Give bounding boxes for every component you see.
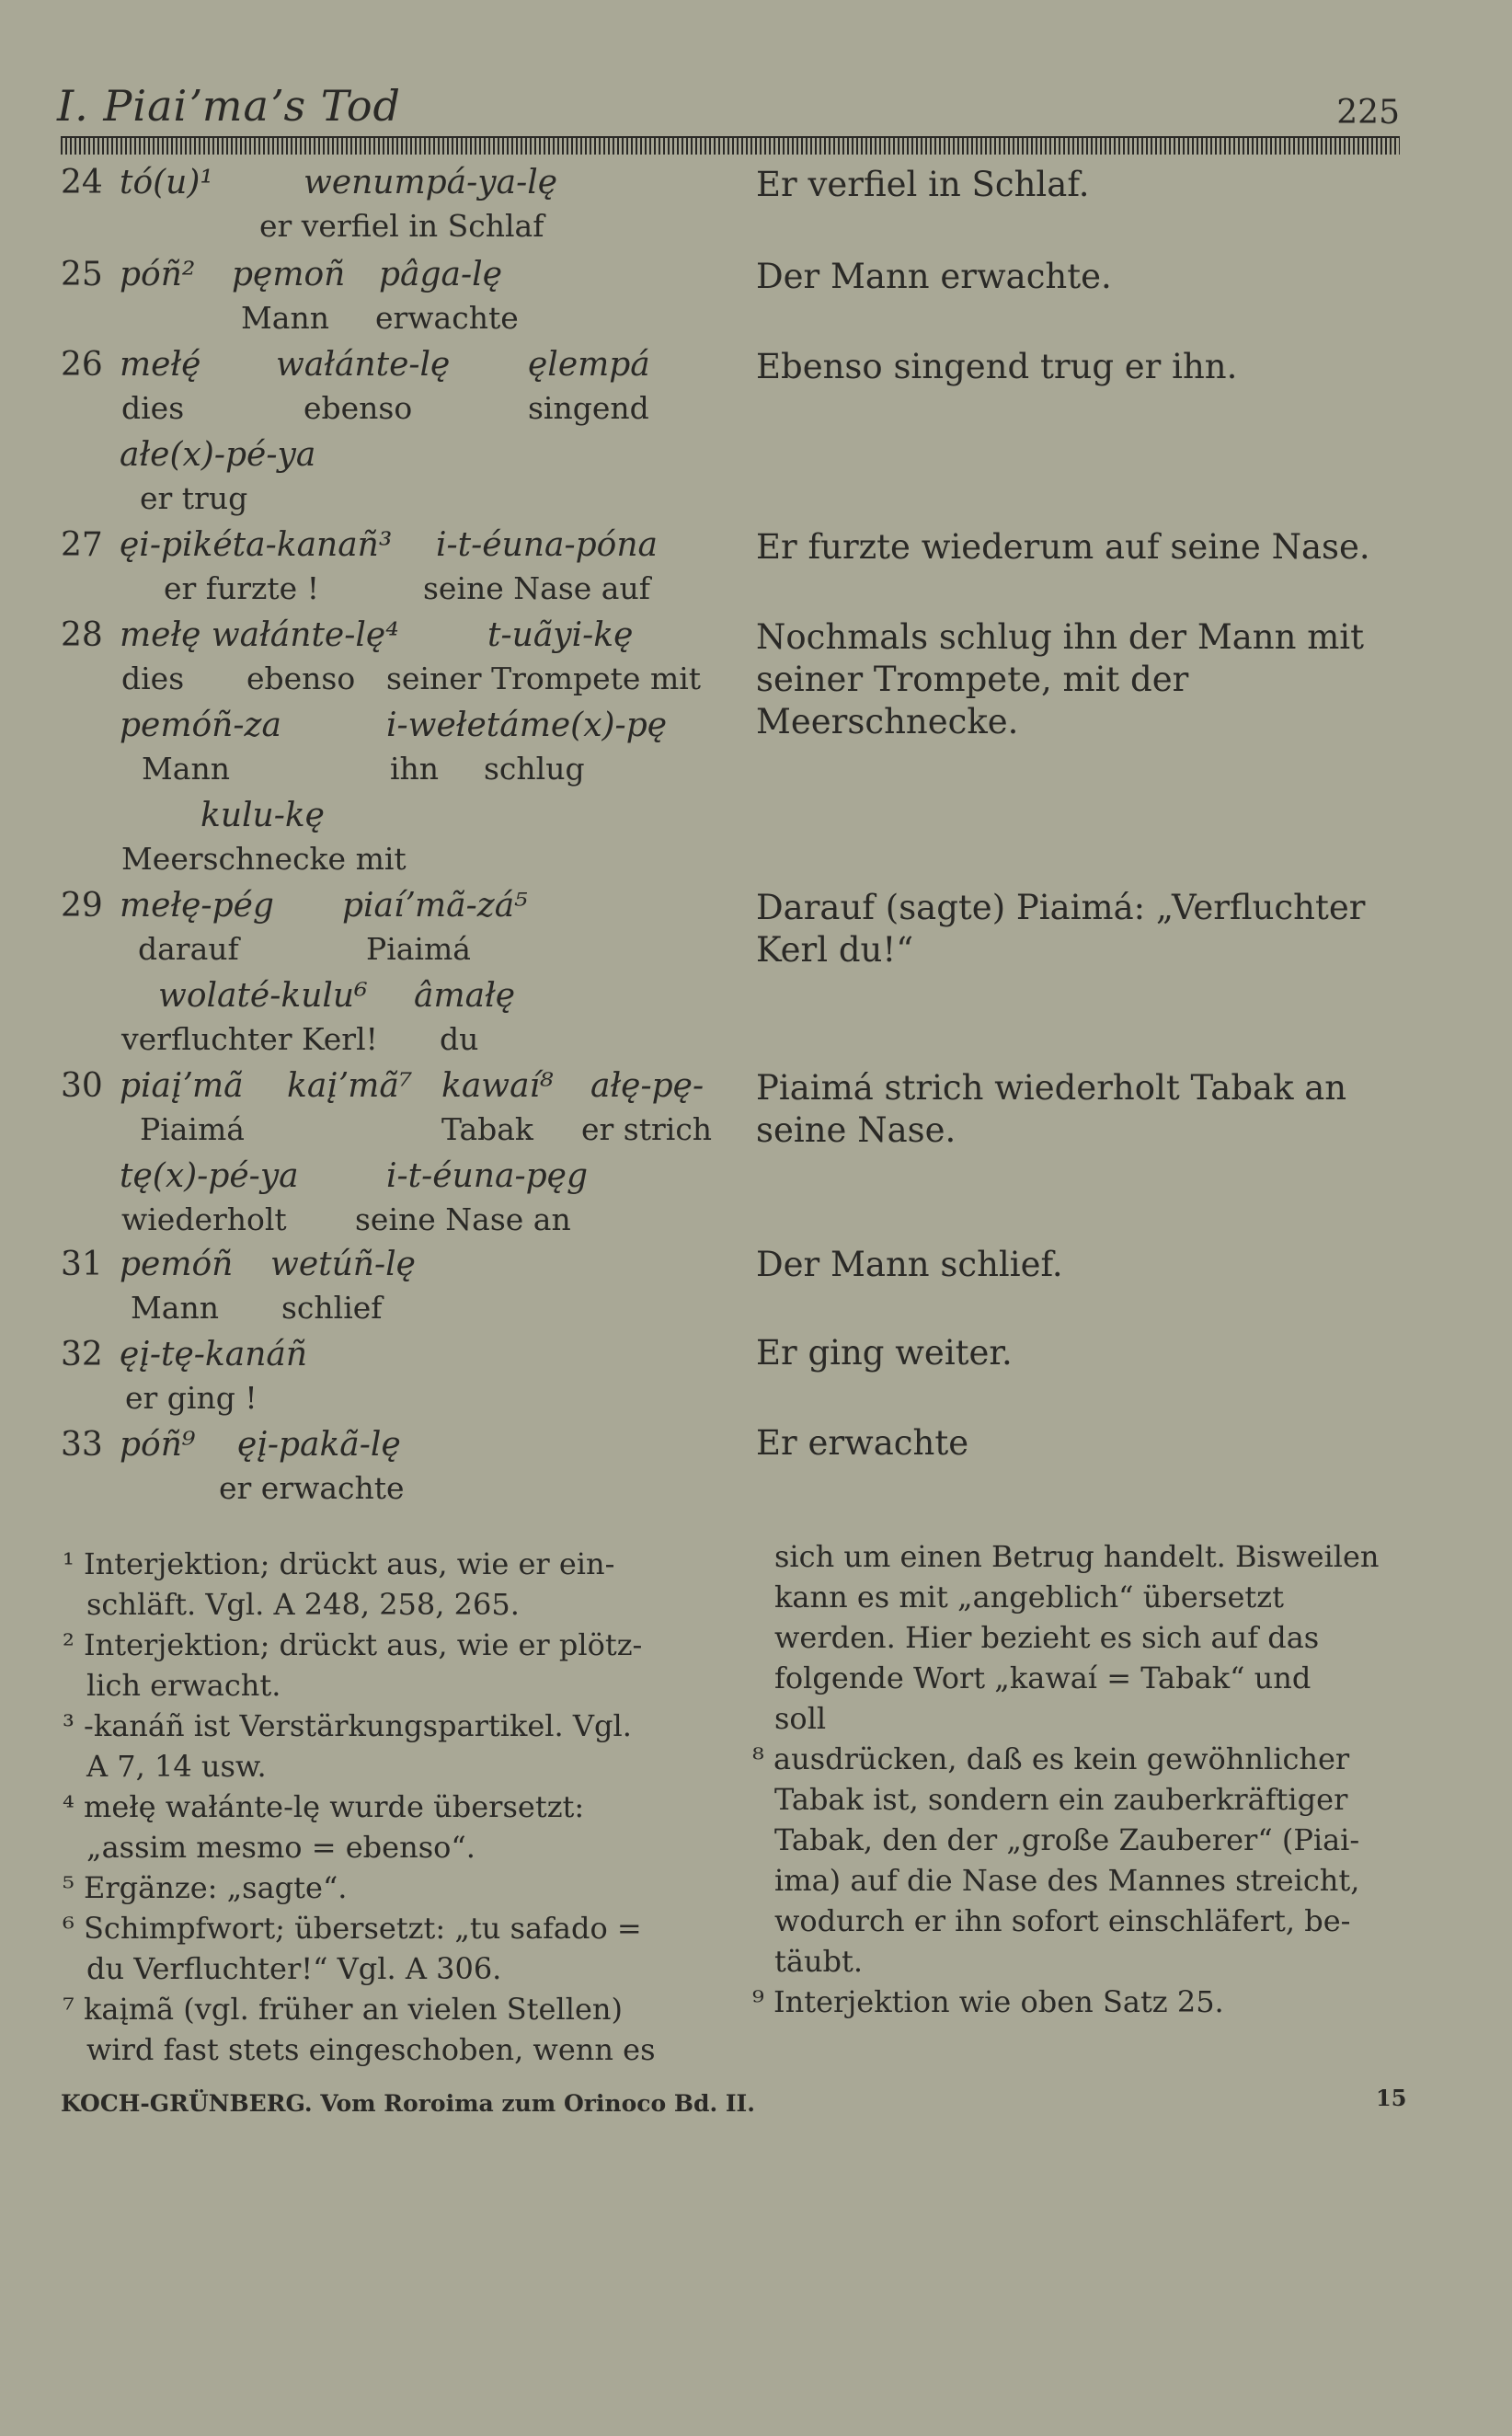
source-word: wolaté-kulu⁶ [158,977,368,1015]
gloss: schlug [484,751,585,787]
gloss: seiner Trompete mit [386,661,702,696]
footnote-line: ⁹ Interjektion wie oben Satz 25. [752,1984,1224,2019]
line-number: 29 [61,887,103,925]
running-header [57,81,1400,136]
line-number: 33 [61,1426,103,1464]
gloss: seine Nase auf [423,570,650,606]
line-number: 32 [61,1336,103,1373]
footnote-line: schläft. Vgl. A 248, 258, 265. [86,1587,520,1622]
gloss: Meerschnecke mit [121,841,407,877]
line-number: 26 [61,346,103,384]
translation: Der Mann erwachte. [756,257,1112,296]
gloss: Tabak [441,1111,533,1147]
chapter-title: I. Piaiʼmaʼs Tod [57,81,401,131]
source-word: wałánte-lę [276,346,451,384]
source-word: pâga-lę [379,256,502,293]
gloss: er strich [581,1111,713,1147]
source-word: pęmoñ [232,256,346,293]
source-word: pemóñ-za [120,707,281,744]
gloss: Mann [142,751,230,787]
gloss: dies [121,661,185,696]
gloss: erwachte [375,300,519,336]
line-number: 31 [61,1246,103,1283]
footnote-line: werden. Hier bezieht es sich auf das [774,1620,1320,1655]
source-word: ęi-pikéta-kanañ³ [120,526,393,564]
gloss: schlief [281,1290,383,1326]
source-word: mełę́ [120,346,201,384]
gloss: du [440,1021,479,1057]
source-word: piaįʼmã [120,1067,244,1105]
footnote-line: „assim mesmo = ebenso“. [86,1830,475,1865]
gloss: er trug [140,480,248,516]
source-word: piaíʼmã-zá⁵ [342,887,528,925]
footnote-line: lich erwacht. [86,1668,281,1703]
source-word: mełę-pég [120,887,274,925]
translation: Ebenso singend trug er ihn. [756,347,1238,386]
line-number: 28 [61,616,103,654]
gloss: ebenso [304,390,413,426]
footnote-line: du Verfluchter!“ Vgl. A 306. [86,1951,502,1986]
footnote-line: ³ -kanáñ ist Verstärkungspartikel. Vgl. [63,1708,632,1743]
gloss: singend [528,390,649,426]
translation: Nochmals schlug ihn der Mann mit seiner Trompete, mit der Meerschnecke. [756,617,1365,741]
gloss: Piaimá [366,931,471,967]
gloss: wiederholt [121,1201,287,1237]
source-word: ęį-pakã-lę [237,1426,401,1464]
line-number: 30 [61,1067,103,1105]
footnote-line: ima) auf die Nase des Mannes streicht, [774,1863,1360,1898]
source-word: ałe(x)-pé-ya [120,436,316,474]
footnote-line: kann es mit „angeblich“ übersetzt [774,1580,1284,1614]
translation: Darauf (sagte) Piaimá: „Verfluchter Kerl du!“ [756,888,1366,970]
gloss: darauf [138,931,239,967]
gloss: Piaimá [140,1111,245,1147]
translation: Er furzte wiederum auf seine Nase. [756,527,1370,567]
line-number: 27 [61,526,103,564]
signature-line: KOCH-GRÜNBERG. Vom Roroima zum Orinoco Bd. II. [61,2090,755,2117]
translation: Piaimá strich wiederholt Tabak an seine Nase. [756,1068,1347,1150]
footnote-line: wird fast stets eingeschoben, wenn es [86,2032,656,2067]
footnote-line: soll [774,1701,827,1736]
source-word: kulu-kę [200,797,325,834]
source-word: tó(u)¹ [120,164,213,201]
line-number: 24 [61,164,103,201]
footnote-line: täubt. [774,1944,864,1979]
gloss: er furzte ! [164,570,319,606]
footnote-line: ¹ Interjektion; drückt aus, wie er ein- [63,1546,615,1581]
gloss: ihn [390,751,440,787]
source-word: mełę wałánte-lę⁴ [120,616,399,654]
source-word: tę(x)-pé-ya [120,1157,299,1195]
source-word: kawaí⁸ [441,1067,554,1105]
source-word: t-uãyi-kę [487,616,634,654]
gloss: dies [121,390,185,426]
footnote-line: ⁶ Schimpfwort; übersetzt: „tu safado = [63,1911,642,1946]
gloss: seine Nase an [355,1201,571,1237]
source-word: kaįʼmã⁷ [287,1067,413,1105]
source-word: ałę-pę- [590,1067,704,1105]
gloss: ebenso [246,661,356,696]
header-rule [61,136,1400,155]
gloss: er ging ! [125,1380,258,1416]
footnote-line: Tabak, den der „große Zauberer“ (Piai- [774,1822,1360,1857]
source-word: âmałę [414,977,516,1015]
footnote-line: ⁵ Ergänze: „sagte“. [63,1870,348,1905]
sheet-number: 15 [1376,2085,1407,2111]
translation: Der Mann schlief. [756,1245,1063,1284]
footnote-line: ⁸ ausdrücken, daß es kein gewöhnlicher [752,1741,1350,1776]
source-word: i-t-éuna-pęg [386,1157,589,1195]
source-word: wenumpá-ya-lę [304,164,558,201]
source-word: póñ² [120,256,196,293]
footnote-line: ⁷ kaįmã (vgl. früher an vielen Stellen) [63,1992,623,2027]
gloss: er verfiel in Schlaf [259,208,544,244]
source-word: i-wełetáme(x)-pę [386,707,668,744]
translation: Er ging weiter. [756,1333,1013,1373]
source-word: ęį-tę-kanáñ [120,1336,308,1373]
footnote-line: sich um einen Betrug handelt. Bisweilen [774,1539,1380,1574]
footnote-line: ⁴ mełę wałánte-lę wurde übersetzt: [63,1789,585,1824]
footnote-line: Tabak ist, sondern ein zauberkräftiger [774,1782,1348,1817]
translation: Er verfiel in Schlaf. [756,165,1090,204]
source-word: i-t-éuna-póna [436,526,658,564]
translation: Er erwachte [756,1423,969,1463]
gloss: Mann [131,1290,219,1326]
page-number: 225 [1336,94,1400,132]
source-word: ęlempá [528,346,650,384]
line-number: 25 [61,256,103,293]
gloss: er erwachte [219,1470,405,1506]
footnote-line: ² Interjektion; drückt aus, wie er plötz- [63,1627,643,1662]
source-word: pemóñ [120,1246,234,1283]
source-word: póñ⁹ [120,1426,196,1464]
footnote-line: wodurch er ihn sofort einschläfert, be- [774,1903,1351,1938]
source-word: wetúñ-lę [270,1246,416,1283]
footnote-line: A 7, 14 usw. [86,1749,267,1784]
gloss: Mann [241,300,329,336]
gloss: verfluchter Kerl! [121,1021,378,1057]
footnote-line: folgende Wort „kawaí = Tabak“ und [774,1660,1312,1695]
